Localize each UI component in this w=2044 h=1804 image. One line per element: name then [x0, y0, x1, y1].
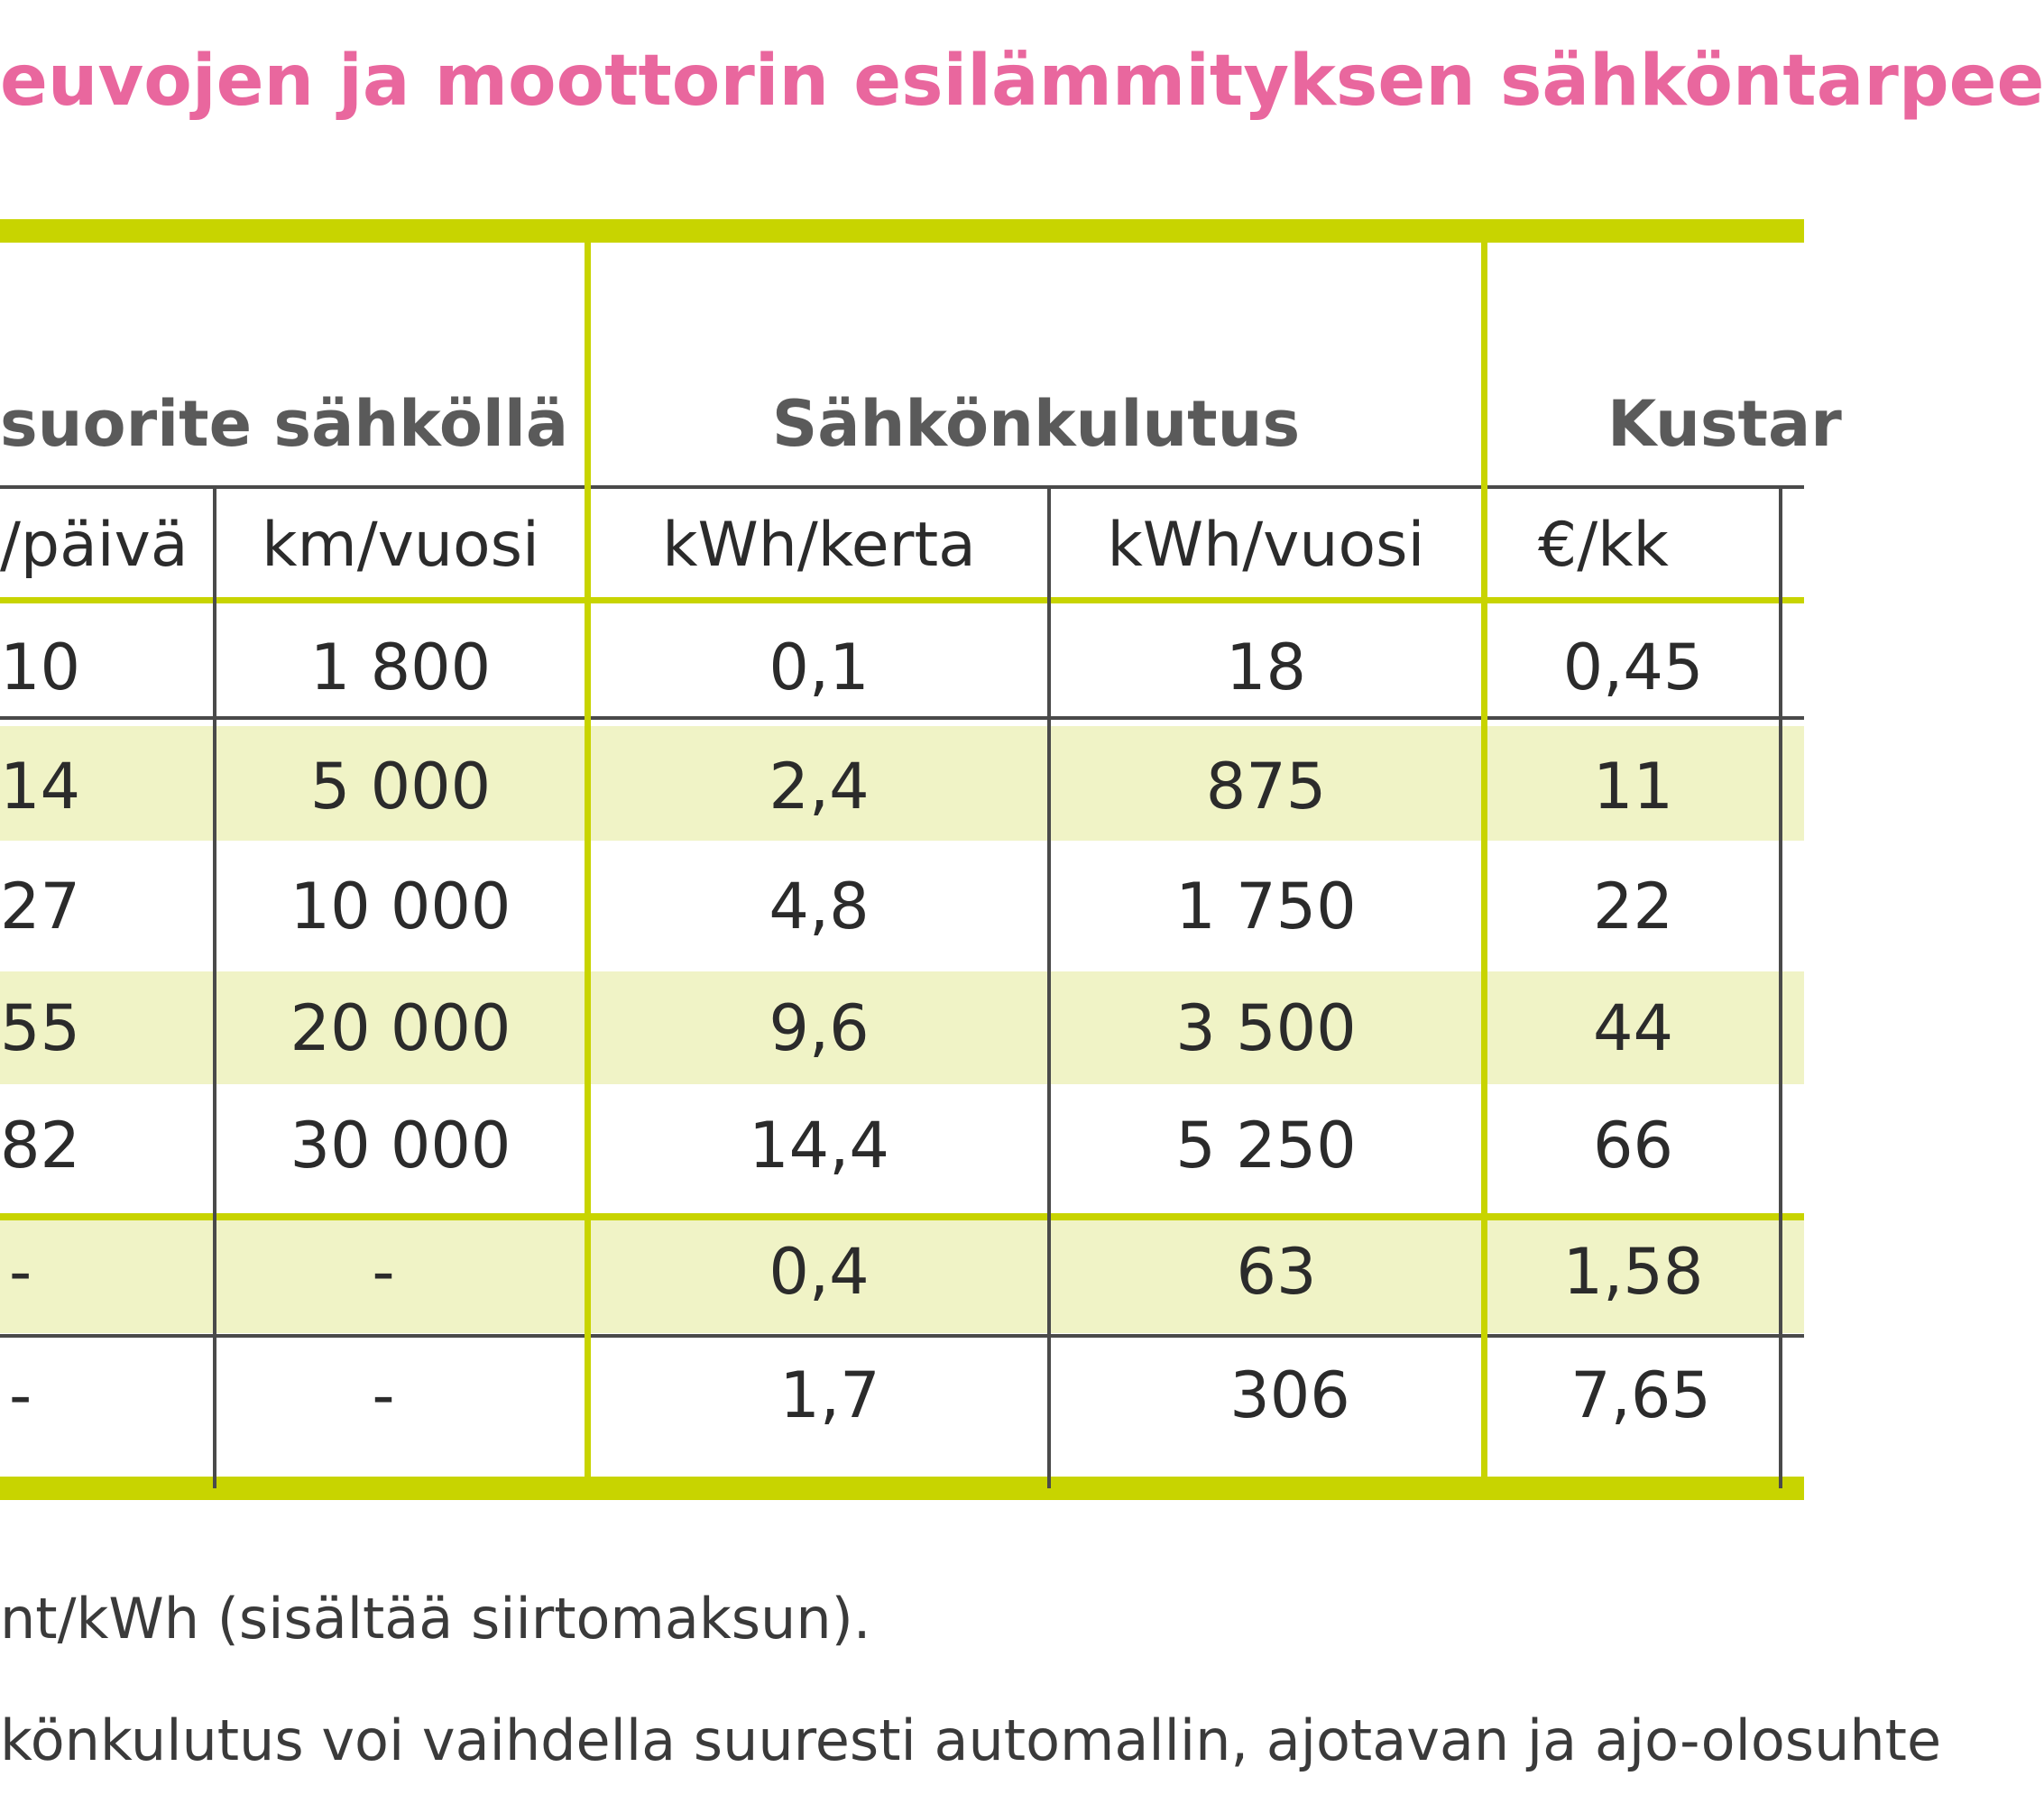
- table-cell: 55: [0, 991, 81, 1065]
- table-bottom-rule: [0, 1477, 1804, 1500]
- table-cell: 1,7: [779, 1358, 880, 1432]
- header-bottom-rule: [0, 597, 1804, 603]
- column-header: /päivä: [0, 510, 189, 581]
- table-cell: 306: [1229, 1358, 1350, 1432]
- column-header: €/kk: [1538, 510, 1669, 581]
- section-divider: [0, 1213, 1804, 1220]
- table-cell: 44: [1592, 991, 1674, 1065]
- table-cell: 3 500: [1175, 991, 1357, 1065]
- page-title: euvojen ja moottorin esilämmityksen sähköntarpee: [0, 41, 2044, 122]
- table-cell: 66: [1592, 1109, 1674, 1183]
- column-header: kWh/kerta: [662, 510, 976, 581]
- table-cell: -: [372, 1235, 395, 1309]
- table-cell: 14,4: [749, 1109, 889, 1183]
- group-header-sahkonkulutus: Sähkönkulutus: [771, 387, 1301, 461]
- table-cell: 27: [0, 870, 81, 943]
- table-cell: 9,6: [769, 991, 870, 1065]
- table-cell: 14: [0, 750, 81, 824]
- column-header: km/vuosi: [262, 510, 539, 581]
- table-cell: 1 800: [309, 630, 492, 704]
- table-cell: 0,1: [769, 630, 870, 704]
- table-cell: -: [9, 1235, 32, 1309]
- footnote: nt/kWh (sisältää siirtomaksun).: [0, 1586, 871, 1652]
- table-cell: 1 750: [1175, 870, 1357, 943]
- table-cell: 20 000: [290, 991, 511, 1065]
- table-cell: 0,4: [769, 1235, 870, 1309]
- table-cell: 18: [1225, 630, 1307, 704]
- table-cell: 875: [1205, 750, 1327, 824]
- table-cell: 63: [1236, 1235, 1317, 1309]
- table-top-rule: [0, 219, 1804, 243]
- header-divider: [0, 485, 1804, 489]
- table-cell: 30 000: [290, 1109, 511, 1183]
- table-cell: 0,45: [1562, 630, 1704, 704]
- table-cell: 5 000: [309, 750, 492, 824]
- column-header: kWh/vuosi: [1107, 510, 1425, 581]
- table-cell: 1,58: [1562, 1235, 1704, 1309]
- table-cell: 10: [0, 630, 81, 704]
- row-divider: [0, 1334, 1804, 1338]
- column-divider: [1779, 487, 1782, 1488]
- table-cell: 22: [1592, 870, 1674, 943]
- table-cell: 2,4: [769, 750, 870, 824]
- footnote: könkulutus voi vaihdella suuresti automallin, ajotavan ja ajo-olosuhte: [0, 1707, 1942, 1773]
- table-cell: 82: [0, 1109, 81, 1183]
- group-divider: [585, 243, 591, 1477]
- table-cell: 10 000: [290, 870, 511, 943]
- table-cell: 4,8: [769, 870, 870, 943]
- table-cell: 7,65: [1570, 1358, 1711, 1432]
- table-cell: 5 250: [1175, 1109, 1357, 1183]
- group-header-kustannus: Kustar: [1607, 387, 1842, 461]
- row-divider: [0, 716, 1804, 720]
- group-header-suorite: suorite sähköllä: [0, 387, 569, 461]
- table-cell: -: [9, 1358, 32, 1432]
- table-cell: -: [372, 1358, 395, 1432]
- table-cell: 11: [1592, 750, 1674, 824]
